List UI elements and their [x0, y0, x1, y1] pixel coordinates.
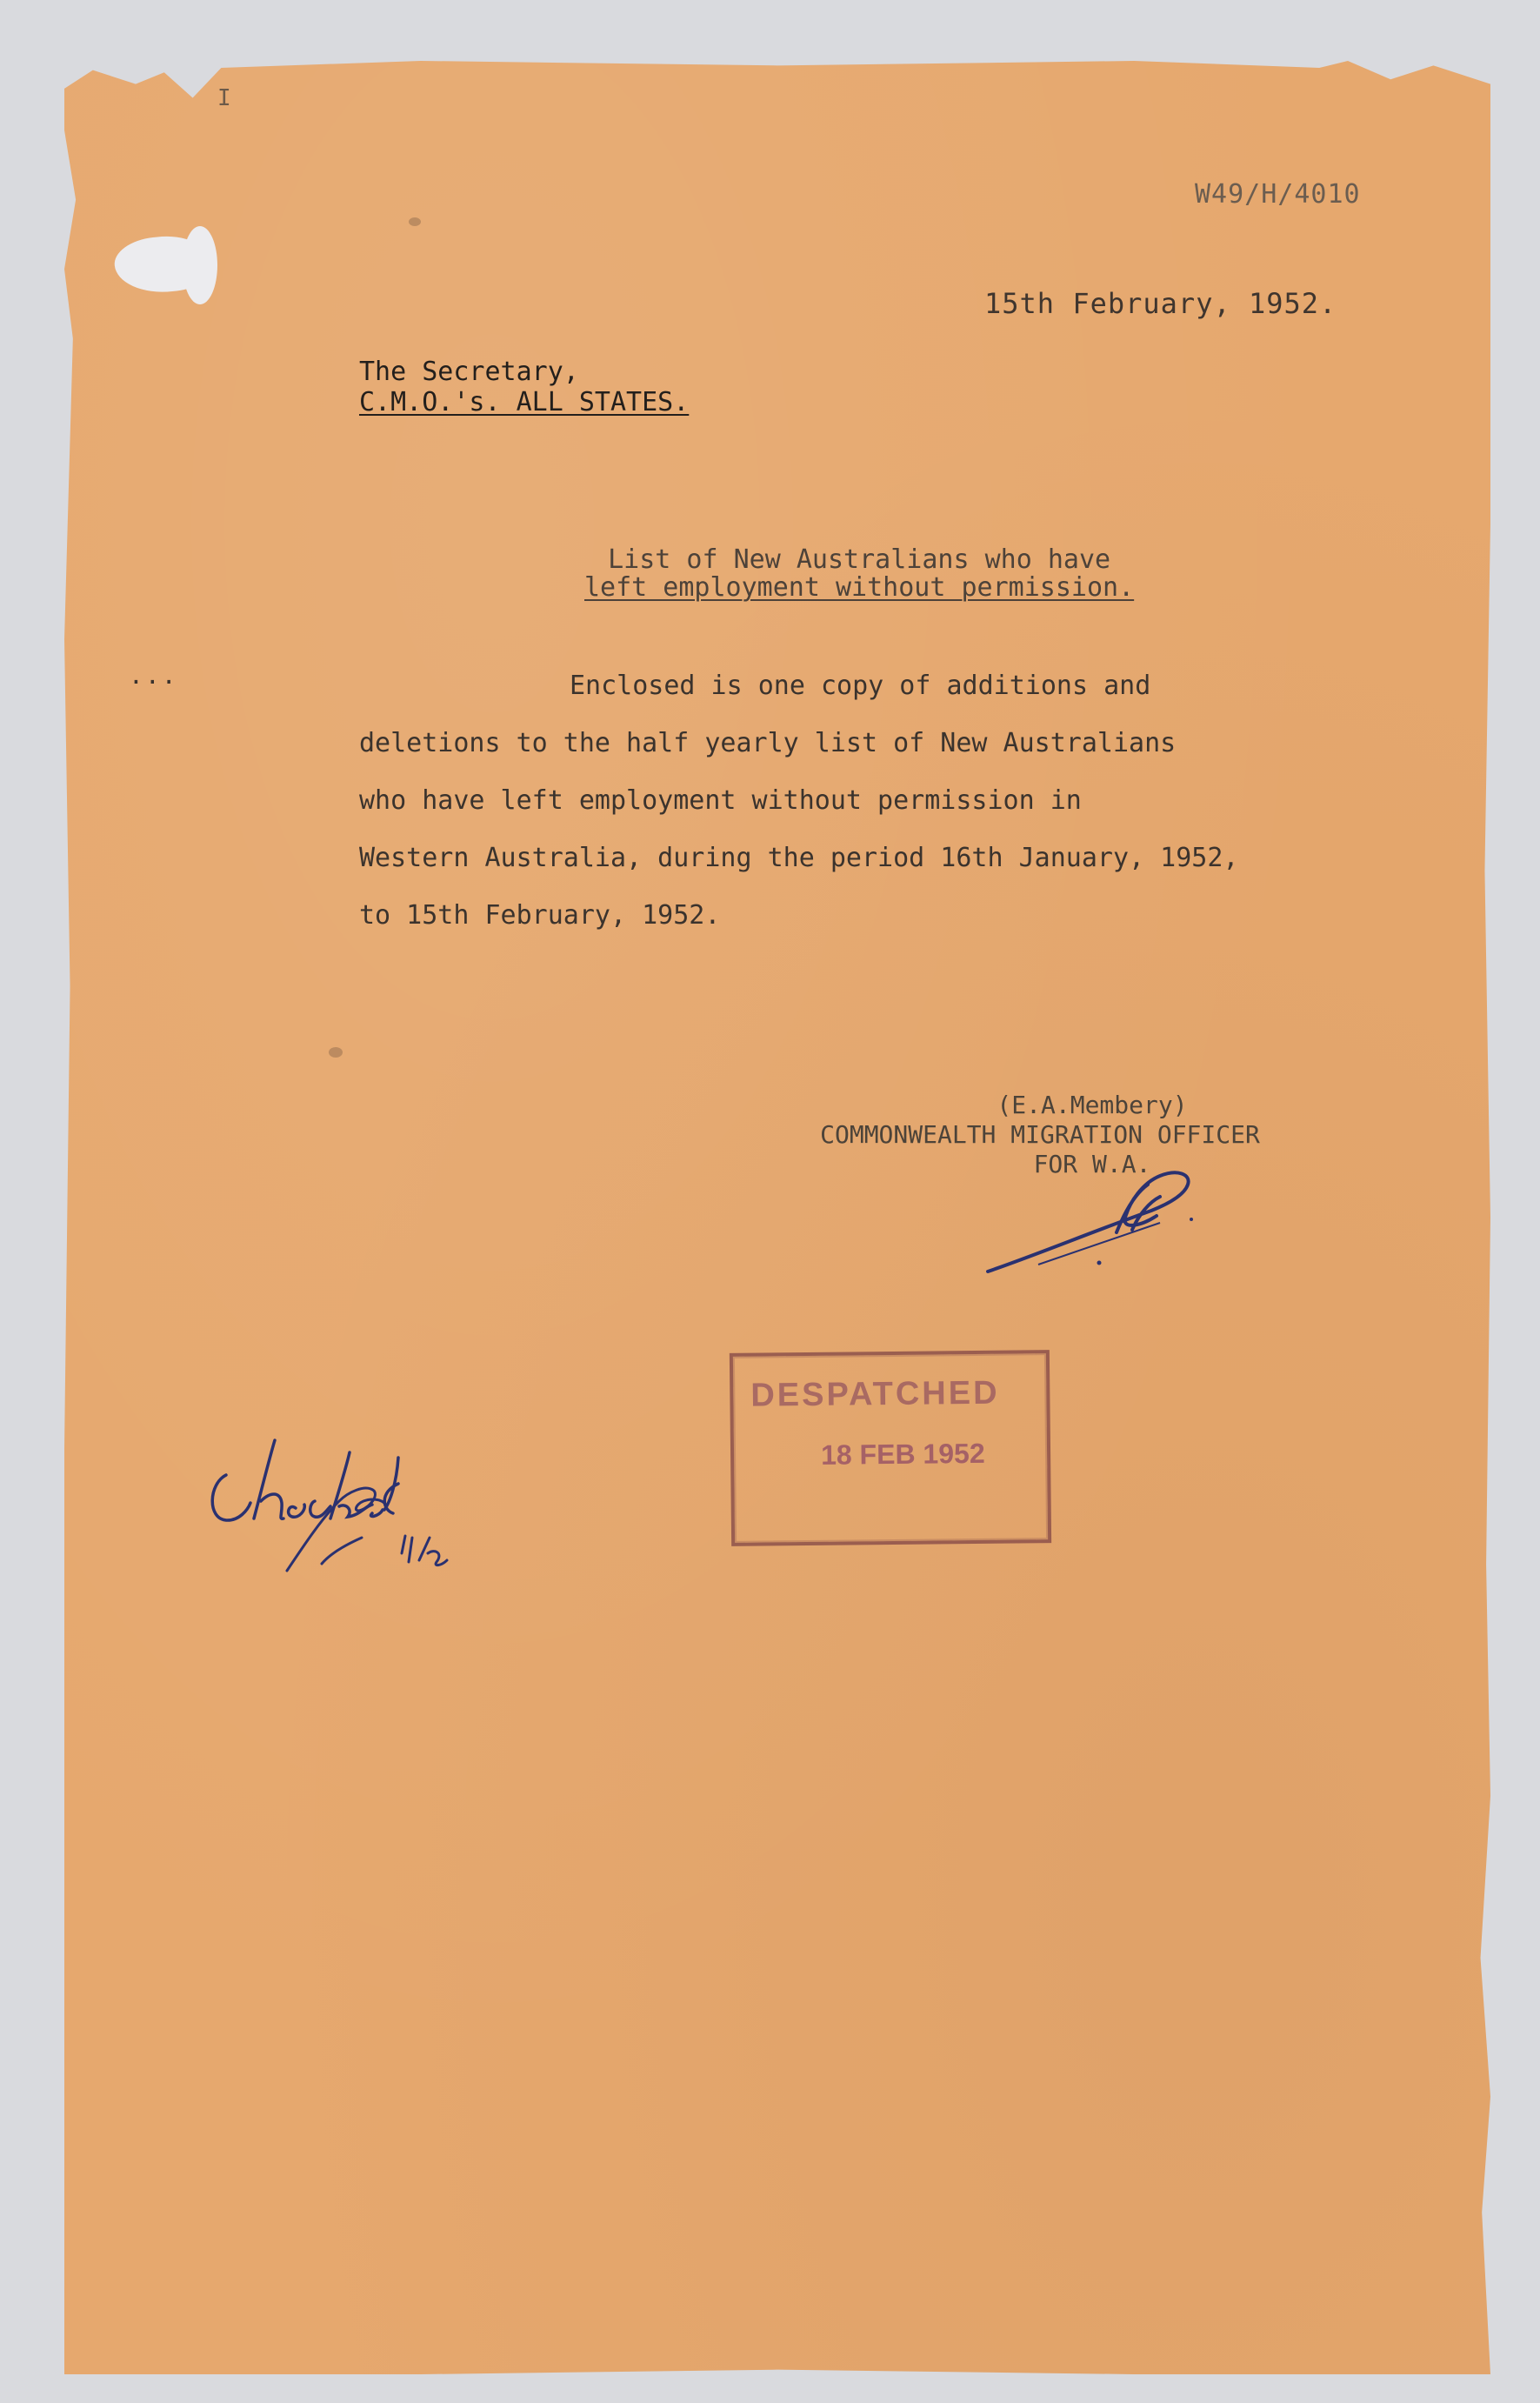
addressee-line: C.M.O.'s. ALL STATES.: [359, 387, 690, 417]
body-line: deletions to the half yearly list of New Australians: [359, 728, 1177, 758]
body-line: Western Australia, during the period 16th January, 1952,: [359, 843, 1239, 873]
handwritten-checked-note: [200, 1423, 478, 1579]
signatory-title: COMMONWEALTH MIGRATION OFFICER: [820, 1120, 1260, 1149]
stamp-date: 18 FEB 1952: [820, 1437, 985, 1471]
addressee-block: [359, 357, 689, 417]
signature-scribble: [986, 1150, 1203, 1280]
body-line: who have left employment without permission in: [359, 785, 1082, 816]
addressee-line: The Secretary,: [359, 357, 579, 387]
subject-line: List of New Australians who have: [608, 544, 1111, 575]
body-paragraph: [359, 657, 1385, 945]
despatched-stamp: [730, 1350, 1051, 1546]
body-line: to 15th February, 1952.: [359, 900, 721, 931]
corner-mark: I: [217, 85, 231, 111]
letter-date: 15th February, 1952.: [984, 287, 1337, 320]
subject-heading: [584, 546, 1134, 602]
body-line: Enclosed is one copy of additions and: [570, 671, 1151, 701]
paper-speck: [329, 1047, 343, 1058]
signatory-name: (E.A.Membery): [997, 1091, 1188, 1119]
paper-tear: [183, 226, 217, 304]
signatory-state: FOR W.A.: [1033, 1150, 1151, 1178]
reference-number: W49/H/4010: [1195, 179, 1361, 210]
document-page: [64, 61, 1490, 2374]
margin-mark: ...: [129, 661, 178, 690]
subject-line: left employment without permission.: [584, 572, 1135, 603]
paper-speck: [409, 217, 421, 226]
stamp-title: DESPATCHED: [750, 1374, 1000, 1414]
